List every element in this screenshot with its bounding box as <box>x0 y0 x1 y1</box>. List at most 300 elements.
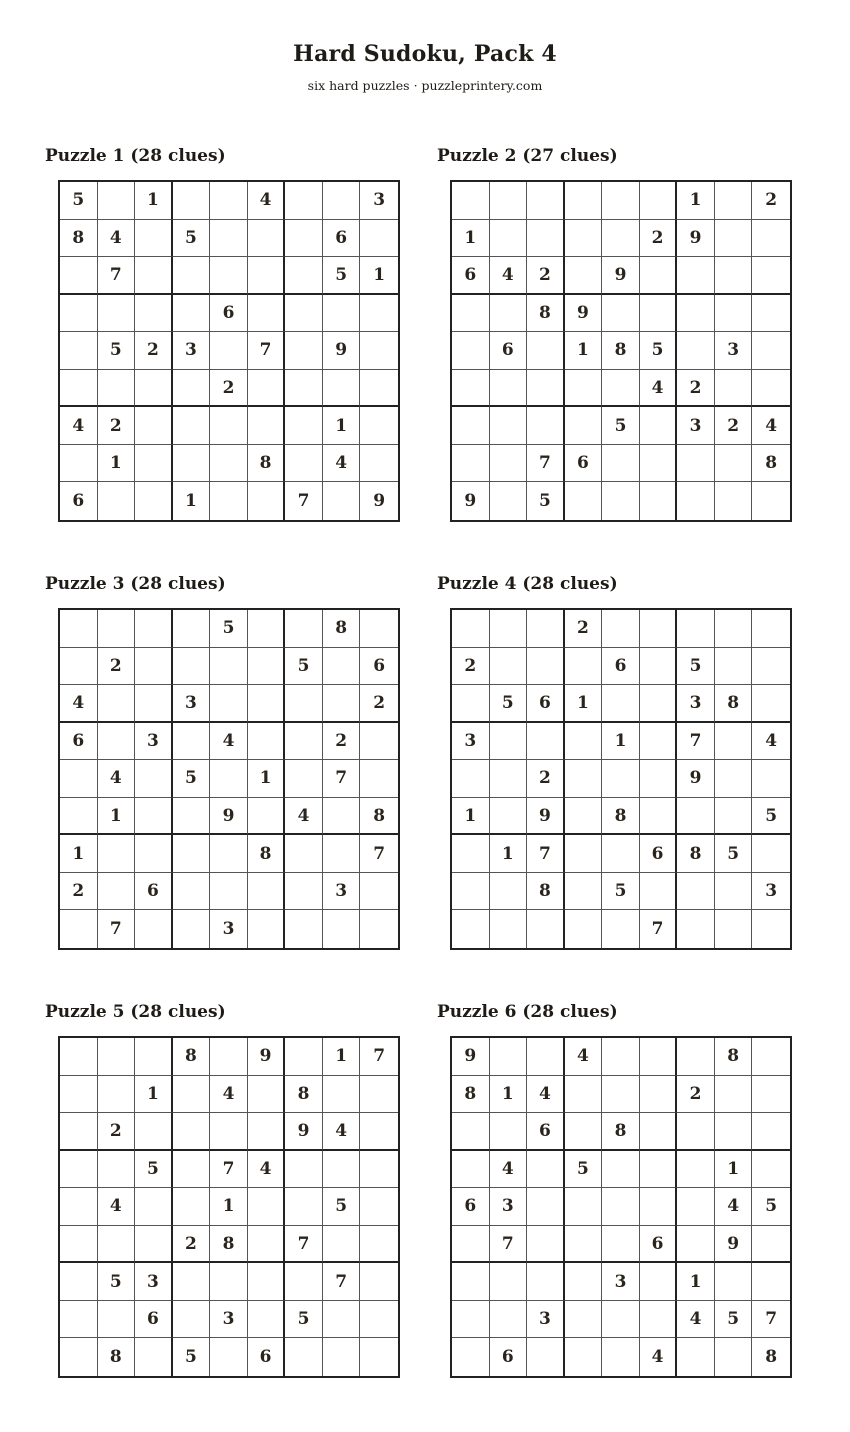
sudoku-cell <box>640 257 678 295</box>
sudoku-cell <box>715 723 753 761</box>
sudoku-grid <box>58 608 400 950</box>
sudoku-cell <box>60 910 98 948</box>
sudoku-cell: 5 <box>98 1263 136 1301</box>
sudoku-cell: 5 <box>323 1188 361 1226</box>
sudoku-cell <box>135 482 173 520</box>
sudoku-cell <box>452 1338 490 1376</box>
sudoku-cell: 5 <box>98 332 136 370</box>
sudoku-cell: 5 <box>640 332 678 370</box>
sudoku-cell <box>602 295 640 333</box>
sudoku-cell <box>248 257 286 295</box>
sudoku-cell <box>98 1226 136 1264</box>
sudoku-cell <box>602 1188 640 1226</box>
sudoku-cell <box>248 295 286 333</box>
sudoku-cell: 8 <box>677 835 715 873</box>
sudoku-cell <box>677 482 715 520</box>
sudoku-cell <box>135 760 173 798</box>
sudoku-cell: 7 <box>490 1226 528 1264</box>
sudoku-cell: 3 <box>173 685 211 723</box>
sudoku-cell <box>527 1188 565 1226</box>
sudoku-cell: 6 <box>490 1338 528 1376</box>
sudoku-cell: 6 <box>60 482 98 520</box>
puzzle-title: Puzzle 5 (28 clues) <box>45 1002 226 1022</box>
sudoku-cell <box>640 723 678 761</box>
sudoku-cell <box>360 1151 398 1189</box>
sudoku-cell <box>527 1151 565 1189</box>
sudoku-cell <box>323 1338 361 1376</box>
sudoku-cell <box>677 798 715 836</box>
sudoku-cell <box>677 910 715 948</box>
sudoku-cell <box>527 182 565 220</box>
sudoku-cell: 2 <box>98 407 136 445</box>
sudoku-cell: 8 <box>752 445 790 483</box>
sudoku-cell <box>752 257 790 295</box>
sudoku-cell <box>60 370 98 408</box>
sudoku-cell <box>490 910 528 948</box>
sudoku-cell <box>452 910 490 948</box>
sudoku-cell <box>677 1113 715 1151</box>
sudoku-cell <box>565 1338 603 1376</box>
sudoku-cell: 2 <box>565 610 603 648</box>
sudoku-cell <box>677 445 715 483</box>
sudoku-cell <box>452 1301 490 1339</box>
sudoku-cell <box>248 370 286 408</box>
sudoku-cell <box>248 1188 286 1226</box>
sudoku-cell <box>565 1113 603 1151</box>
sudoku-cell: 8 <box>210 1226 248 1264</box>
sudoku-cell <box>248 648 286 686</box>
sudoku-cell <box>565 910 603 948</box>
sudoku-cell: 1 <box>60 835 98 873</box>
sudoku-cell <box>360 295 398 333</box>
sudoku-cell <box>60 1188 98 1226</box>
sudoku-cell: 1 <box>490 835 528 873</box>
sudoku-cell <box>173 1113 211 1151</box>
sudoku-cell <box>490 1113 528 1151</box>
puzzle-2 <box>437 143 797 523</box>
sudoku-cell: 6 <box>135 1301 173 1339</box>
sudoku-cell: 8 <box>602 798 640 836</box>
sudoku-cell <box>173 723 211 761</box>
sudoku-cell <box>323 1151 361 1189</box>
sudoku-cell: 3 <box>602 1263 640 1301</box>
sudoku-cell: 1 <box>565 332 603 370</box>
sudoku-cell <box>210 648 248 686</box>
sudoku-cell: 9 <box>248 1038 286 1076</box>
sudoku-cell <box>60 798 98 836</box>
sudoku-cell <box>752 370 790 408</box>
sudoku-cell <box>285 1188 323 1226</box>
sudoku-cell: 1 <box>490 1076 528 1114</box>
sudoku-cell: 7 <box>323 1263 361 1301</box>
sudoku-cell: 5 <box>602 407 640 445</box>
sudoku-cell: 4 <box>565 1038 603 1076</box>
sudoku-cell: 7 <box>360 835 398 873</box>
sudoku-cell <box>527 370 565 408</box>
sudoku-cell <box>677 295 715 333</box>
sudoku-cell <box>677 332 715 370</box>
sudoku-cell <box>135 407 173 445</box>
sudoku-cell: 1 <box>677 1263 715 1301</box>
sudoku-cell <box>490 723 528 761</box>
puzzle-title: Puzzle 4 (28 clues) <box>437 574 618 594</box>
sudoku-cell <box>640 445 678 483</box>
sudoku-cell <box>135 910 173 948</box>
sudoku-cell <box>323 1301 361 1339</box>
sudoku-cell <box>323 295 361 333</box>
sudoku-cell <box>565 482 603 520</box>
sudoku-cell <box>715 610 753 648</box>
sudoku-cell <box>98 1151 136 1189</box>
sudoku-cell <box>602 685 640 723</box>
sudoku-cell <box>360 1226 398 1264</box>
sudoku-cell <box>602 445 640 483</box>
sudoku-cell: 8 <box>527 873 565 911</box>
sudoku-cell <box>360 1188 398 1226</box>
sudoku-cell <box>135 1188 173 1226</box>
sudoku-cell <box>60 445 98 483</box>
sudoku-cell: 6 <box>210 295 248 333</box>
sudoku-cell <box>285 1151 323 1189</box>
sudoku-cell: 5 <box>490 685 528 723</box>
sudoku-cell: 2 <box>135 332 173 370</box>
sudoku-cell: 7 <box>752 1301 790 1339</box>
sudoku-cell <box>715 1113 753 1151</box>
sudoku-cell <box>715 1338 753 1376</box>
sudoku-cell <box>752 482 790 520</box>
sudoku-cell: 4 <box>98 760 136 798</box>
sudoku-cell <box>60 1151 98 1189</box>
sudoku-cell <box>210 482 248 520</box>
sudoku-cell <box>602 610 640 648</box>
sudoku-cell: 2 <box>98 1113 136 1151</box>
sudoku-cell <box>490 1038 528 1076</box>
sudoku-cell: 4 <box>248 182 286 220</box>
sudoku-cell: 5 <box>173 1338 211 1376</box>
sudoku-cell <box>285 220 323 258</box>
sudoku-cell: 8 <box>602 1113 640 1151</box>
sudoku-cell: 4 <box>752 723 790 761</box>
sudoku-cell: 5 <box>715 835 753 873</box>
sudoku-cell <box>210 1038 248 1076</box>
sudoku-cell <box>210 445 248 483</box>
sudoku-cell <box>452 835 490 873</box>
sudoku-cell <box>752 610 790 648</box>
sudoku-cell <box>135 370 173 408</box>
sudoku-cell <box>602 1076 640 1114</box>
sudoku-cell <box>60 1076 98 1114</box>
sudoku-cell <box>135 1113 173 1151</box>
sudoku-cell <box>360 760 398 798</box>
sudoku-cell <box>285 257 323 295</box>
sudoku-cell <box>640 1151 678 1189</box>
sudoku-cell <box>452 685 490 723</box>
sudoku-cell <box>527 407 565 445</box>
sudoku-cell: 3 <box>677 685 715 723</box>
sudoku-cell: 8 <box>60 220 98 258</box>
sudoku-cell <box>135 257 173 295</box>
sudoku-cell <box>602 182 640 220</box>
sudoku-cell <box>60 257 98 295</box>
sudoku-cell <box>715 910 753 948</box>
sudoku-cell: 2 <box>677 370 715 408</box>
sudoku-cell: 3 <box>135 723 173 761</box>
sudoku-cell <box>210 835 248 873</box>
sudoku-cell <box>360 910 398 948</box>
sudoku-cell <box>640 1076 678 1114</box>
sudoku-cell <box>640 1263 678 1301</box>
sudoku-cell <box>452 610 490 648</box>
sudoku-cell <box>360 1338 398 1376</box>
sudoku-cell <box>210 220 248 258</box>
sudoku-cell <box>210 1263 248 1301</box>
sudoku-cell <box>640 648 678 686</box>
sudoku-cell <box>360 1263 398 1301</box>
sudoku-cell <box>60 332 98 370</box>
sudoku-cell: 7 <box>285 1226 323 1264</box>
sudoku-cell: 7 <box>527 445 565 483</box>
sudoku-cell: 5 <box>173 220 211 258</box>
sudoku-cell <box>677 610 715 648</box>
sudoku-cell <box>323 835 361 873</box>
sudoku-cell <box>565 1301 603 1339</box>
sudoku-cell <box>285 873 323 911</box>
sudoku-cell <box>527 723 565 761</box>
sudoku-cell <box>490 220 528 258</box>
sudoku-cell: 4 <box>490 257 528 295</box>
sudoku-cell: 1 <box>715 1151 753 1189</box>
sudoku-cell <box>715 798 753 836</box>
sudoku-cell: 5 <box>323 257 361 295</box>
sudoku-cell: 5 <box>752 1188 790 1226</box>
sudoku-cell <box>248 407 286 445</box>
sudoku-cell: 8 <box>285 1076 323 1114</box>
sudoku-grid <box>58 180 400 522</box>
sudoku-cell <box>173 1188 211 1226</box>
sudoku-cell <box>248 1263 286 1301</box>
sudoku-cell: 3 <box>323 873 361 911</box>
sudoku-cell <box>135 648 173 686</box>
sudoku-cell <box>248 873 286 911</box>
sudoku-cell <box>752 648 790 686</box>
sudoku-cell <box>677 257 715 295</box>
sudoku-cell <box>677 1188 715 1226</box>
puzzle-3 <box>45 571 405 951</box>
sudoku-cell <box>323 1226 361 1264</box>
sudoku-cell <box>640 407 678 445</box>
sudoku-cell <box>715 445 753 483</box>
sudoku-cell <box>452 332 490 370</box>
sudoku-cell: 3 <box>135 1263 173 1301</box>
sudoku-cell <box>527 610 565 648</box>
sudoku-cell: 1 <box>360 257 398 295</box>
sudoku-cell <box>135 1038 173 1076</box>
sudoku-cell <box>640 760 678 798</box>
sudoku-cell: 4 <box>248 1151 286 1189</box>
sudoku-cell <box>715 182 753 220</box>
sudoku-cell <box>285 760 323 798</box>
sudoku-cell: 2 <box>452 648 490 686</box>
sudoku-cell <box>640 1301 678 1339</box>
sudoku-cell <box>452 407 490 445</box>
sudoku-cell: 6 <box>60 723 98 761</box>
sudoku-cell <box>715 295 753 333</box>
sudoku-cell <box>640 1038 678 1076</box>
sudoku-cell: 4 <box>210 723 248 761</box>
sudoku-cell <box>602 1301 640 1339</box>
sudoku-cell <box>452 370 490 408</box>
sudoku-cell <box>98 295 136 333</box>
sudoku-cell <box>323 182 361 220</box>
sudoku-cell <box>98 873 136 911</box>
sudoku-cell <box>60 648 98 686</box>
sudoku-cell: 3 <box>210 910 248 948</box>
sudoku-cell: 5 <box>285 1301 323 1339</box>
sudoku-cell <box>248 1076 286 1114</box>
sudoku-cell <box>602 482 640 520</box>
sudoku-cell <box>360 332 398 370</box>
sudoku-cell <box>248 798 286 836</box>
sudoku-cell <box>135 798 173 836</box>
sudoku-cell <box>490 1301 528 1339</box>
sudoku-cell <box>640 798 678 836</box>
sudoku-cell <box>452 1113 490 1151</box>
sudoku-cell <box>565 873 603 911</box>
sudoku-cell <box>210 257 248 295</box>
sudoku-cell <box>135 445 173 483</box>
puzzle-title: Puzzle 6 (28 clues) <box>437 1002 618 1022</box>
sudoku-cell <box>527 1226 565 1264</box>
sudoku-cell: 1 <box>210 1188 248 1226</box>
sudoku-cell <box>210 873 248 911</box>
sudoku-cell <box>98 723 136 761</box>
page-title: Hard Sudoku, Pack 4 <box>293 41 557 67</box>
sudoku-cell <box>248 723 286 761</box>
sudoku-cell <box>490 182 528 220</box>
sudoku-cell: 4 <box>715 1188 753 1226</box>
sudoku-cell <box>323 648 361 686</box>
sudoku-cell: 2 <box>360 685 398 723</box>
sudoku-cell <box>452 1263 490 1301</box>
sudoku-cell <box>248 910 286 948</box>
sudoku-cell <box>360 610 398 648</box>
sudoku-cell <box>248 1226 286 1264</box>
sudoku-cell: 5 <box>135 1151 173 1189</box>
sudoku-cell: 1 <box>135 1076 173 1114</box>
sudoku-cell: 1 <box>135 182 173 220</box>
sudoku-cell <box>173 910 211 948</box>
sudoku-cell: 7 <box>323 760 361 798</box>
sudoku-cell <box>452 1151 490 1189</box>
sudoku-cell: 5 <box>285 648 323 686</box>
sudoku-cell <box>323 685 361 723</box>
sudoku-cell: 4 <box>677 1301 715 1339</box>
sudoku-cell <box>135 1338 173 1376</box>
sudoku-cell: 9 <box>452 1038 490 1076</box>
sudoku-cell <box>490 1263 528 1301</box>
sudoku-cell <box>173 1263 211 1301</box>
sudoku-cell <box>98 685 136 723</box>
sudoku-cell: 6 <box>323 220 361 258</box>
sudoku-cell <box>98 1038 136 1076</box>
sudoku-cell <box>285 835 323 873</box>
sudoku-cell <box>752 220 790 258</box>
sudoku-cell: 5 <box>527 482 565 520</box>
sudoku-cell <box>565 798 603 836</box>
sudoku-cell: 1 <box>323 1038 361 1076</box>
sudoku-cell: 2 <box>527 257 565 295</box>
sudoku-cell <box>752 835 790 873</box>
sudoku-cell <box>565 220 603 258</box>
sudoku-cell: 4 <box>640 370 678 408</box>
sudoku-cell <box>452 182 490 220</box>
sudoku-cell: 6 <box>602 648 640 686</box>
sudoku-cell <box>248 482 286 520</box>
sudoku-cell <box>602 760 640 798</box>
sudoku-cell <box>285 1038 323 1076</box>
sudoku-cell <box>248 220 286 258</box>
puzzle-title: Puzzle 2 (27 clues) <box>437 146 618 166</box>
sudoku-cell <box>210 332 248 370</box>
sudoku-cell <box>173 257 211 295</box>
sudoku-cell <box>210 760 248 798</box>
sudoku-cell: 9 <box>373 491 386 512</box>
sudoku-cell: 6 <box>490 332 528 370</box>
sudoku-cell <box>360 1076 398 1114</box>
sudoku-cell <box>752 910 790 948</box>
puzzle-4 <box>437 571 797 951</box>
sudoku-cell <box>490 482 528 520</box>
sudoku-cell: 5 <box>173 760 211 798</box>
sudoku-cell: 5 <box>677 648 715 686</box>
sudoku-cell <box>323 370 361 408</box>
sudoku-cell <box>527 648 565 686</box>
sudoku-cell <box>135 610 173 648</box>
sudoku-cell <box>752 332 790 370</box>
sudoku-cell <box>752 685 790 723</box>
sudoku-cell <box>640 610 678 648</box>
sudoku-cell <box>360 873 398 911</box>
sudoku-cell <box>285 332 323 370</box>
sudoku-cell <box>135 295 173 333</box>
sudoku-grid <box>450 608 792 950</box>
sudoku-cell <box>285 1338 323 1376</box>
sudoku-cell <box>715 482 753 520</box>
sudoku-cell: 6 <box>640 835 678 873</box>
sudoku-cell <box>565 648 603 686</box>
sudoku-cell <box>602 1038 640 1076</box>
sudoku-cell <box>677 873 715 911</box>
sudoku-cell <box>173 182 211 220</box>
sudoku-cell <box>135 1226 173 1264</box>
sudoku-cell: 2 <box>98 648 136 686</box>
sudoku-cell: 9 <box>527 798 565 836</box>
sudoku-cell <box>452 760 490 798</box>
sudoku-cell <box>752 1076 790 1114</box>
sudoku-cell: 9 <box>602 257 640 295</box>
sudoku-cell: 6 <box>640 1226 678 1264</box>
sudoku-cell: 8 <box>527 295 565 333</box>
sudoku-cell <box>60 610 98 648</box>
sudoku-cell <box>565 835 603 873</box>
sudoku-cell <box>60 295 98 333</box>
sudoku-cell: 7 <box>677 723 715 761</box>
sudoku-cell: 8 <box>452 1076 490 1114</box>
sudoku-cell <box>490 610 528 648</box>
sudoku-cell: 5 <box>602 873 640 911</box>
sudoku-cell: 6 <box>527 685 565 723</box>
sudoku-cell <box>135 220 173 258</box>
